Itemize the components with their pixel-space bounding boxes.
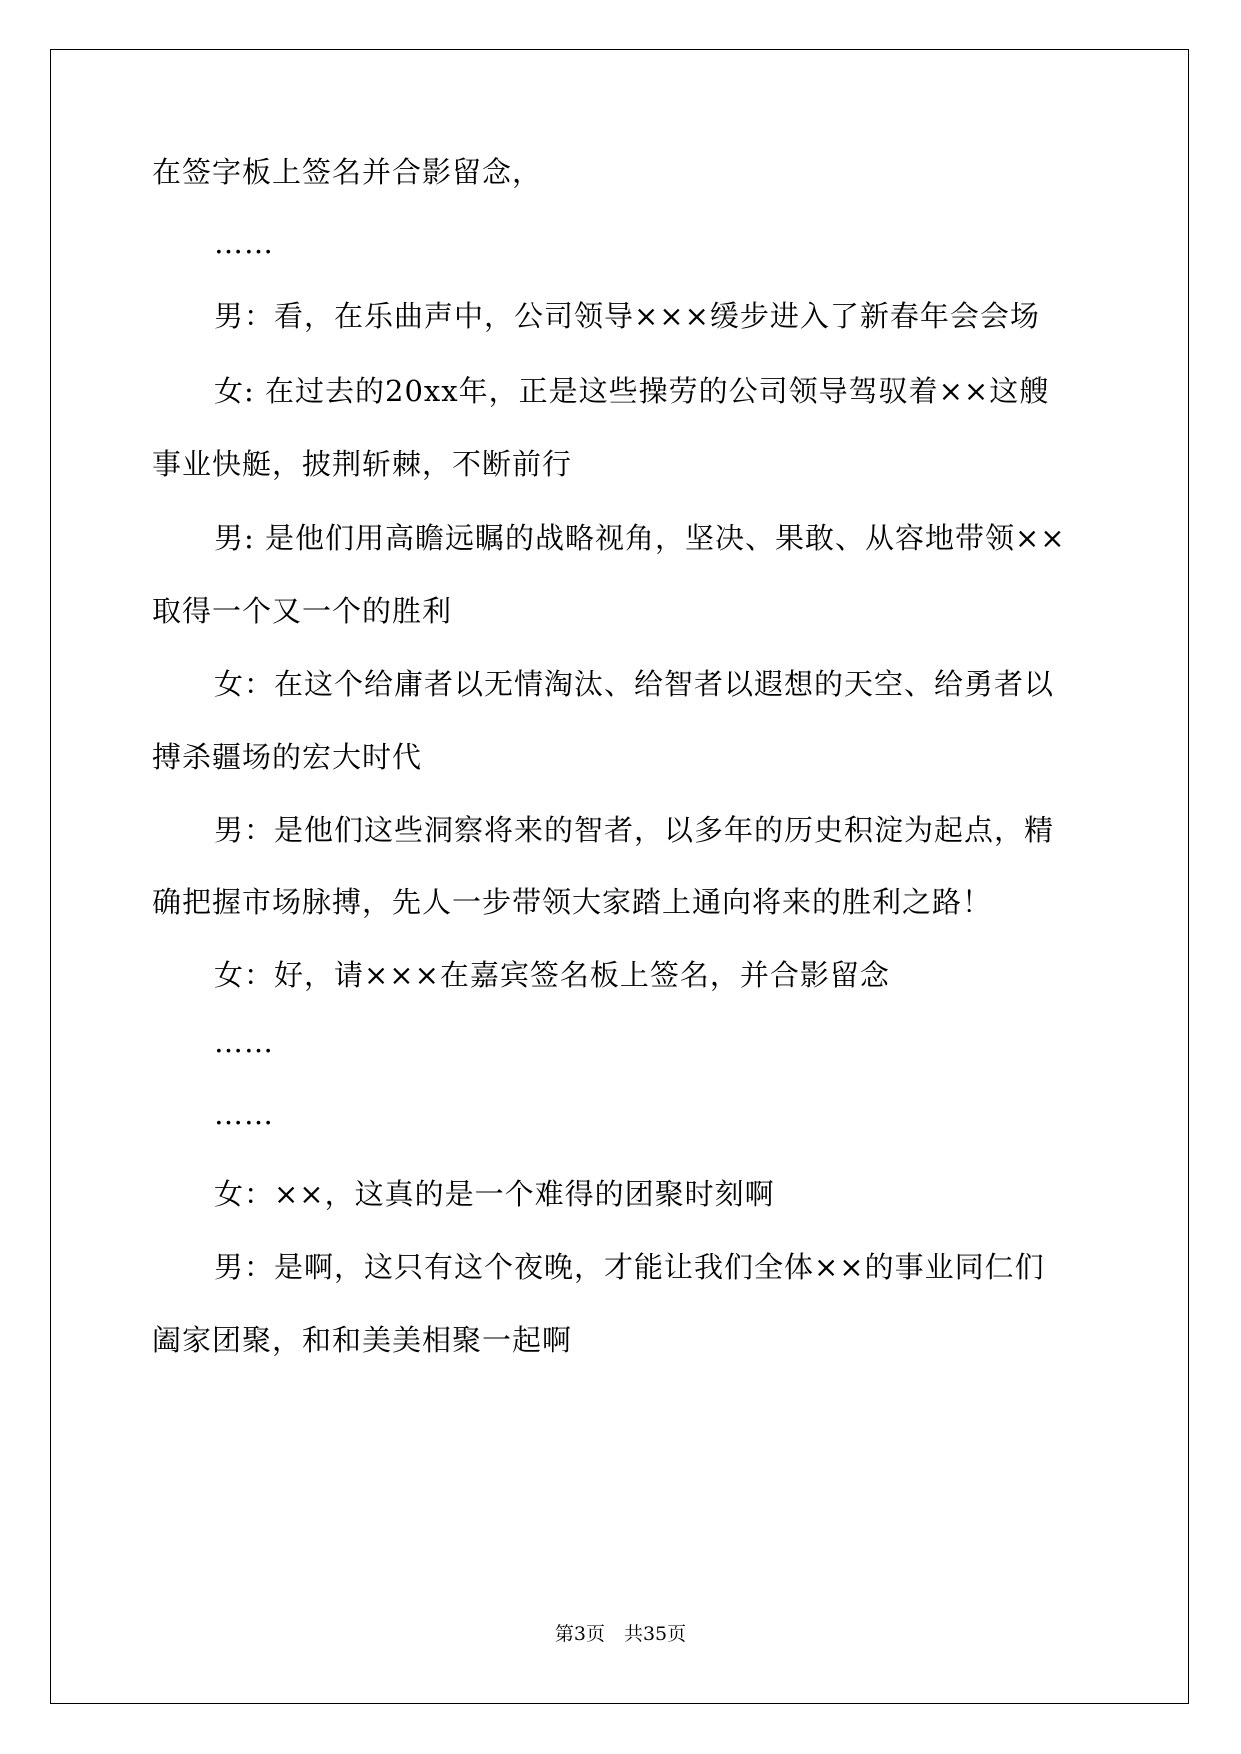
dialogue-line: 男：是他们这些洞察将来的智者，以多年的历史积淀为起点，精 — [214, 813, 1055, 847]
ellipsis-line: …… — [214, 1025, 274, 1059]
dialogue-continuation: 确把握市场脉搏，先人一步带领大家踏上通向将来的胜利之路！ — [152, 885, 993, 919]
dialogue-continuation: 事业快艇，披荆斩棘，不断前行 — [152, 447, 573, 481]
dialogue-line: 女：好，请×××在嘉宾签名板上签名，并合影留念 — [214, 958, 890, 992]
paragraph-line: 在签字板上签名并合影留念， — [152, 155, 543, 189]
dialogue-line: 女：在这个给庸者以无情淘汰、给智者以遐想的天空、给勇者以 — [214, 667, 1055, 701]
dialogue-continuation: 取得一个又一个的胜利 — [152, 594, 453, 628]
dialogue-line: 女: 在过去的20xx年，正是这些操劳的公司领导驾驭着××这艘 — [214, 374, 1050, 408]
dialogue-line: 男: 是他们用高瞻远瞩的战略视角，坚决、果敢、从容地带领×× — [214, 521, 1066, 555]
dialogue-line: 男：是啊，这只有这个夜晚，才能让我们全体××的事业同仁们 — [214, 1250, 1045, 1284]
ellipsis-line: …… — [214, 1097, 274, 1131]
dialogue-continuation: 阖家团聚，和和美美相聚一起啊 — [152, 1323, 573, 1357]
dialogue-line: 女：××，这真的是一个难得的团聚时刻啊 — [214, 1177, 775, 1211]
page-number-footer: 第3页 共35页 — [554, 1623, 687, 1645]
dialogue-continuation: 搏杀疆场的宏大时代 — [152, 740, 423, 774]
dialogue-line: 男：看，在乐曲声中，公司领导×××缓步进入了新春年会会场 — [214, 299, 1040, 333]
ellipsis-line: …… — [214, 226, 274, 260]
